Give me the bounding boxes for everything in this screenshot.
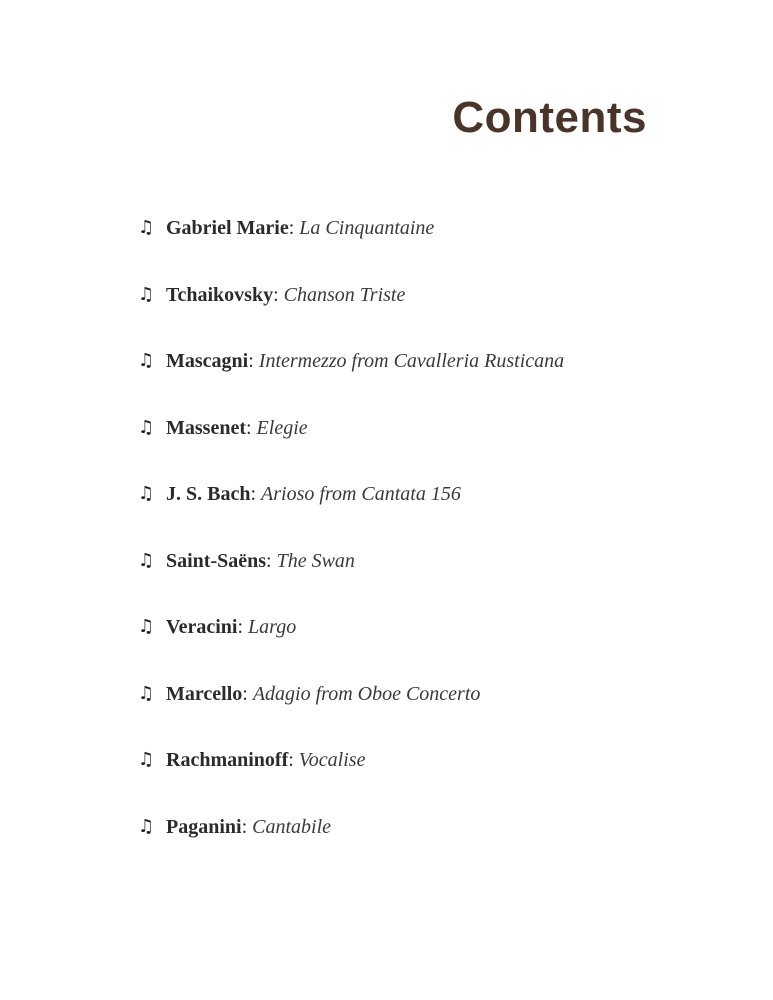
composer-name: Massenet: [166, 416, 246, 439]
contents-entry: [138, 343, 564, 410]
composer-name: Paganini: [166, 815, 242, 838]
composer-name: Rachmaninoff: [166, 749, 289, 771]
music-note-icon: ♫: [138, 616, 155, 637]
composer-name: Gabriel Marie: [166, 217, 289, 239]
composer-name: Saint-Saëns: [166, 549, 267, 572]
composer-name: J. S. Bach: [166, 483, 251, 505]
separator: :: [266, 549, 272, 572]
work-title: Arioso from Cantata 156: [261, 483, 461, 505]
separator: :: [288, 749, 294, 771]
contents-entry: [138, 742, 564, 809]
composer-name: Veracini: [166, 616, 238, 638]
music-note-icon: ♫: [138, 682, 155, 704]
composer-name: Tchaikovsky: [166, 283, 274, 306]
work-title: Cantabile: [252, 815, 332, 838]
separator: :: [242, 682, 248, 705]
work-title: The Swan: [276, 549, 355, 572]
work-title: La Cinquantaine: [299, 217, 435, 239]
contents-list: [138, 210, 564, 875]
separator: :: [241, 815, 248, 838]
work-title: Elegie: [256, 416, 308, 439]
contents-entry: [138, 609, 564, 676]
music-note-icon: ♫: [138, 549, 155, 571]
composer-name: Marcello: [166, 682, 243, 705]
contents-entry: [138, 210, 564, 277]
contents-entry: [138, 410, 564, 477]
separator: :: [245, 416, 252, 439]
separator: :: [237, 616, 244, 638]
composer-name: Mascagni: [166, 350, 249, 372]
page-title: Contents: [452, 93, 647, 142]
music-note-icon: ♫: [138, 416, 155, 438]
music-note-icon: ♫: [138, 815, 155, 837]
music-note-icon: ♫: [138, 283, 155, 305]
contents-entry: [138, 543, 564, 610]
music-note-icon: ♫: [138, 749, 155, 770]
contents-entry: [138, 676, 564, 743]
music-note-icon: ♫: [138, 217, 155, 238]
work-title: Vocalise: [298, 749, 366, 771]
work-title: Intermezzo from Cavalleria Rusticana: [258, 350, 565, 372]
music-note-icon: ♫: [138, 350, 155, 371]
contents-entry: [138, 476, 564, 543]
separator: :: [288, 217, 295, 239]
contents-entry: [138, 277, 564, 344]
work-title: Chanson Triste: [283, 283, 406, 306]
contents-entry: [138, 809, 564, 876]
work-title: Adagio from Oboe Concerto: [252, 682, 481, 705]
music-note-icon: ♫: [138, 483, 155, 504]
separator: :: [248, 350, 254, 372]
work-title: Largo: [248, 616, 297, 638]
separator: :: [250, 483, 257, 505]
separator: :: [273, 283, 279, 306]
